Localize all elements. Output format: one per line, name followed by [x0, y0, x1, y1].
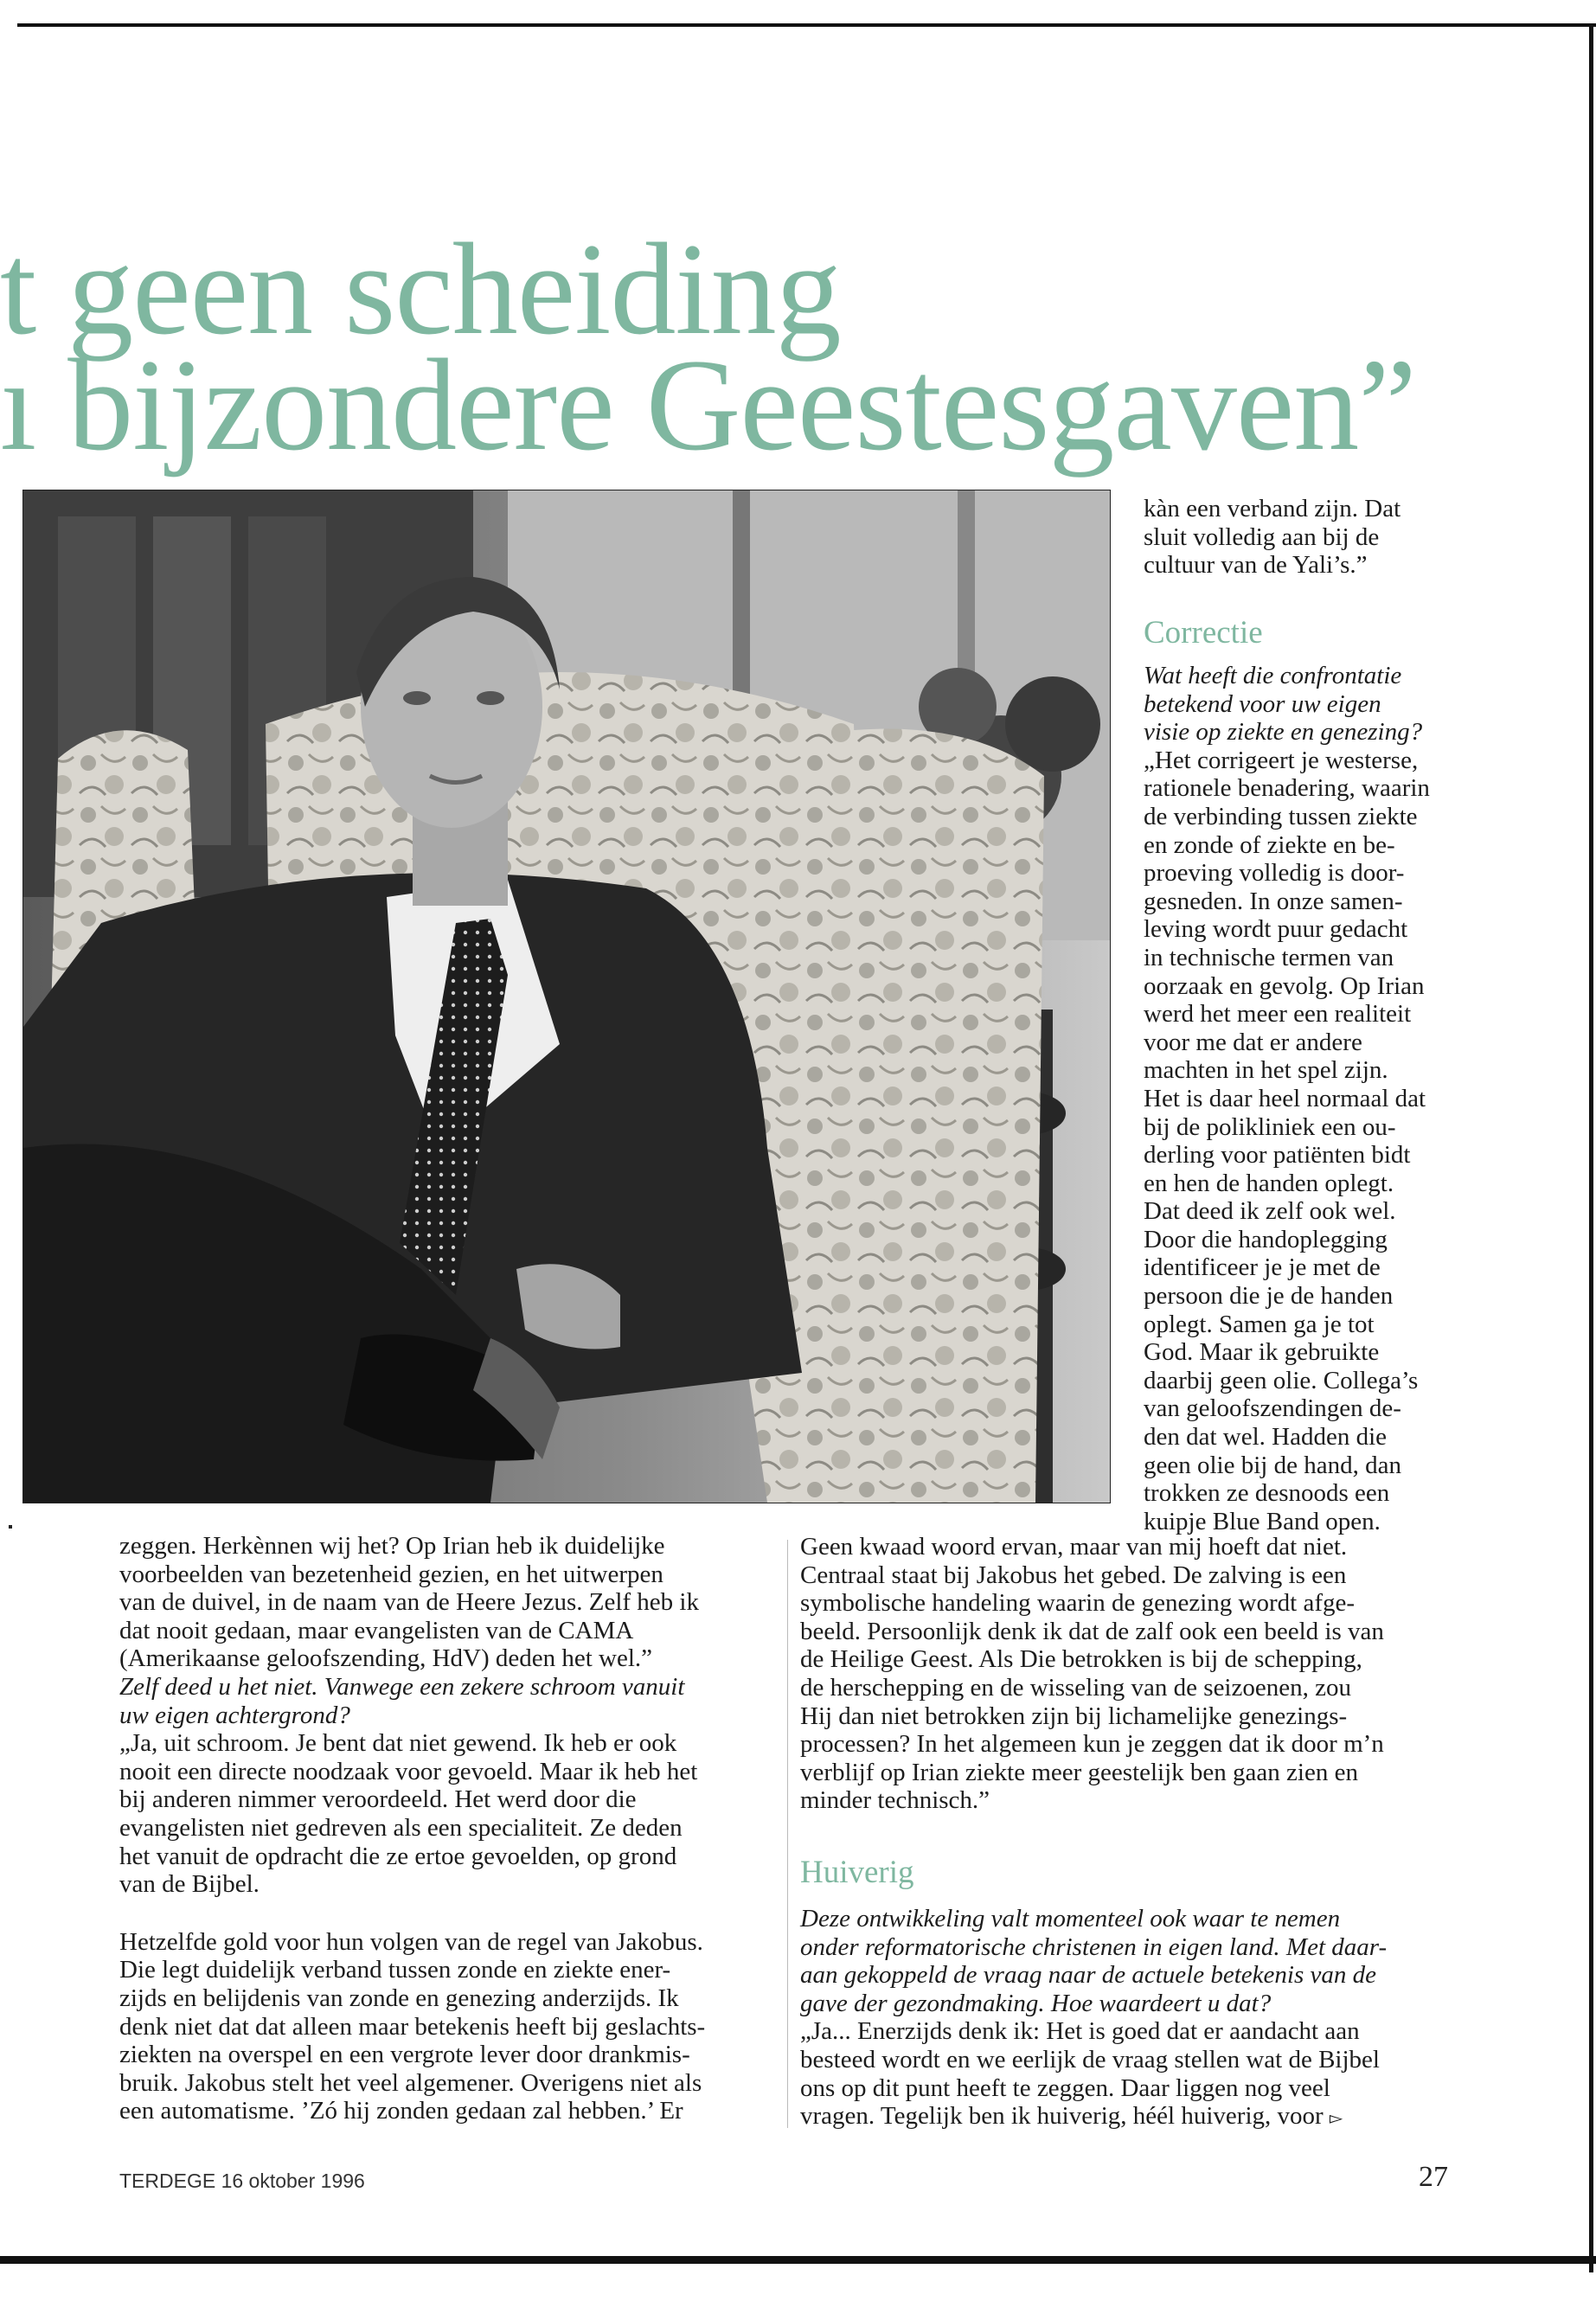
middle-column [800, 1533, 1432, 1815]
text-line: Geen kwaad woord ervan, maar van mij hoeft dat niet. [800, 1533, 1348, 1561]
text-line: (Amerikaanse geloofszending, HdV) deden het wel.” [119, 1644, 653, 1673]
text-line: geen olie bij de hand, dan [1144, 1451, 1401, 1479]
text-line: gesneden. In onze samen- [1144, 887, 1403, 915]
continue-arrow-icon: ▻ [1329, 2107, 1343, 2129]
text-line: identificeer je je met de [1144, 1253, 1381, 1282]
text-line: daarbij geen olie. Collega’s [1144, 1366, 1419, 1394]
text-line: „Ja, uit schroom. Je bent dat niet gewend. Ik heb er ook [119, 1729, 677, 1758]
text-line: beeld. Persoonlijk denk ik dat de zalf ook een beeld is van [800, 1617, 1384, 1645]
text-line: oorzaak en gevolg. Op Irian [1144, 971, 1425, 1000]
text-line: dat nooit gedaan, maar evangelisten van de CAMA [119, 1616, 634, 1644]
text-line: een automatisme. ’Zó hij zonden gedaan zal hebben.’ Er [119, 2097, 683, 2125]
interview-question: Deze ontwikkeling valt momenteel ook waar te nemen [800, 1905, 1341, 1932]
interview-question: gave der gezondmaking. Hoe waardeert u dat? [800, 1989, 1272, 2017]
text-line: van de duivel, in de naam van de Heere Jezus. Zelf heb ik [119, 1588, 699, 1617]
text-line: sluit volledig aan bij de [1144, 522, 1380, 551]
portrait-photo [22, 490, 1111, 1503]
text-line: processen? In het algemeen kun je zeggen dat ik door m’n [800, 1730, 1384, 1759]
text-line: Centraal staat bij Jakobus het gebed. De zalving is een [800, 1561, 1347, 1589]
interview-question: betekend voor uw eigen [1144, 689, 1381, 718]
top-rule [17, 23, 1596, 27]
text-line: oplegt. Samen ga je tot [1144, 1310, 1375, 1338]
left-column [119, 1532, 760, 2125]
text-line: symbolische handeling waarin de genezing wordt afge- [800, 1589, 1356, 1618]
text-line: God. Maar ik gebruikte [1144, 1338, 1380, 1367]
text-line: Dat deed ik zelf ook wel. [1144, 1197, 1396, 1226]
text-line: bij anderen nimmer veroordeeld. Het werd door die [119, 1785, 637, 1814]
text-line: rationele benadering, waarin [1144, 774, 1430, 803]
text-line: en hen de handen oplegt. [1144, 1169, 1394, 1197]
bottom-rule [0, 2256, 1596, 2264]
interview-question: Zelf deed u het niet. Vanwege een zekere schroom vanuit [119, 1672, 685, 1701]
text-line: van geloofszendingen de- [1144, 1394, 1401, 1423]
subheading-correctie: Correctie [1144, 615, 1263, 651]
text-line: kàn een verband zijn. Dat [1144, 495, 1401, 522]
text-line-last [800, 2102, 1432, 2132]
right-rule [1589, 23, 1593, 2272]
interview-question: aan gekoppeld de vraag naar de actuele betekenis van de [800, 1961, 1376, 1990]
text-line: werd het meer een realiteit [1144, 1000, 1412, 1029]
middle-column-continued [800, 1905, 1432, 2132]
text-line: de verbinding tussen ziekte [1144, 802, 1418, 830]
text-line: evangelisten niet gedreven als een specialiteit. Ze deden [119, 1813, 683, 1842]
text-line: in technische termen van [1144, 943, 1394, 971]
text-line: nooit een directe noodzaak voor gevoeld. Maar ik heb het [119, 1757, 698, 1785]
interview-question: uw eigen achtergrond? [119, 1701, 350, 1729]
text-line: kuipje Blue Band open. [1144, 1507, 1381, 1535]
text-line: denk niet dat dat alleen maar betekenis heeft bij geslachts- [119, 2012, 706, 2041]
text-line: „Het corrigeert je westerse, [1144, 746, 1419, 774]
text-line: voorbeelden van bezetenheid gezien, en het uitwerpen [119, 1560, 663, 1588]
text-line: de Heilige Geest. Als Die betrokken is bij de schepping, [800, 1645, 1362, 1674]
subheading-huiverig: Huiverig [800, 1855, 914, 1890]
text-line: bruik. Jakobus stelt het veel algemener. Overigens niet als [119, 2068, 702, 2097]
column-divider [787, 1540, 788, 2128]
text-line: den dat wel. Hadden die [1144, 1423, 1388, 1452]
text-line: Die legt duidelijk verband tussen zonde en ziekte ener- [119, 1956, 671, 1984]
text-line: cultuur van de Yali’s.” [1144, 551, 1368, 580]
interview-question: onder reformatorische christenen in eigen land. Met daar- [800, 1932, 1388, 1961]
text-line: „Ja... Enerzijds denk ik: Het is goed dat er aandacht aan [800, 2017, 1360, 2046]
text-line: zijds en belijdenis van zonde en genezing anderzijds. Ik [119, 1984, 679, 2012]
text-line: vragen. Tegelijk ben ik huiverig, héél huiverig, voor [800, 2102, 1324, 2131]
text-line: proeving volledig is door- [1144, 859, 1405, 888]
text-line: persoon die je de handen [1144, 1282, 1394, 1311]
text-line: en zonde of ziekte en be- [1144, 830, 1395, 859]
headline-line-2: ı bijzondere Geestesgaven” [0, 332, 1416, 478]
text-line: Hij dan niet betrokken zijn bij lichamelijke genezings- [800, 1702, 1348, 1730]
text-line: van de Bijbel. [119, 1870, 260, 1899]
text-line: leving wordt puur gedacht [1144, 915, 1408, 944]
publication-footer: TERDEGE 16 oktober 1996 [119, 2170, 365, 2192]
page-number: 27 [1419, 2161, 1448, 2193]
text-line: zeggen. Herkènnen wij het? Op Irian heb ik duidelijke [119, 1532, 665, 1560]
headline-line-1: t geen scheiding [0, 216, 841, 362]
text-line: Door die handoplegging [1144, 1225, 1388, 1253]
text-line: besteed wordt en we eerlijk de vraag stellen wat de Bijbel [800, 2045, 1380, 2073]
text-line: ons op dit punt heeft te zeggen. Daar liggen nog veel [800, 2073, 1330, 2102]
right-column [1144, 495, 1474, 580]
text-line: ziekten na overspel en een vergrote lever door drankmis- [119, 2041, 690, 2069]
margin-mark [9, 1525, 12, 1529]
interview-question: visie op ziekte en genezing? [1144, 718, 1423, 747]
text-line: Het is daar heel normaal dat [1144, 1084, 1426, 1112]
text-line: trokken ze desnoods een [1144, 1479, 1390, 1508]
text-line: derling voor patiënten bidt [1144, 1141, 1411, 1170]
text-line: machten in het spel zijn. [1144, 1056, 1388, 1085]
text-line: bij de polikliniek een ou- [1144, 1112, 1396, 1141]
text-line: voor me dat er andere [1144, 1028, 1362, 1056]
portrait-illustration [23, 490, 1110, 1503]
text-line: het vanuit de opdracht die ze ertoe gevoelden, op grond [119, 1842, 677, 1870]
right-column-continued [1144, 662, 1490, 1535]
text-line: minder technisch.” [800, 1786, 990, 1815]
text-line: de herschepping en de wisseling van de seizoenen, zou [800, 1673, 1351, 1702]
text-line: verblijf op Irian ziekte meer geestelijk ben gaan zien en [800, 1758, 1358, 1786]
interview-question: Wat heeft die confrontatie [1144, 662, 1402, 689]
text-line: Hetzelfde gold voor hun volgen van de regel van Jakobus. [119, 1927, 703, 1956]
